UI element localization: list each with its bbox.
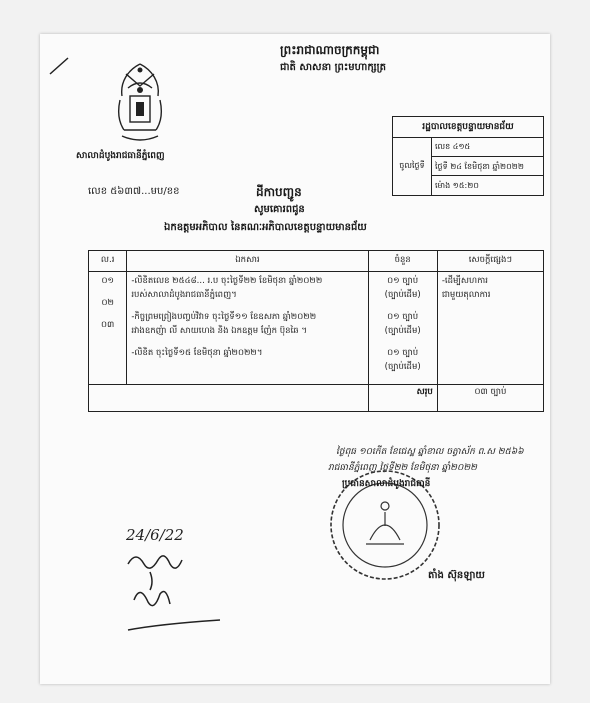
kingdom-heading: ព្រះរាជាណាចក្រកម្ពុជា bbox=[280, 43, 380, 57]
document-line: រវាងឧកញ៉ា លី សាយហេង និង ឯកឧត្តម ញ៉ែក ប៊ុនឆៃ ។ bbox=[131, 326, 307, 336]
pen-mark-icon bbox=[48, 54, 70, 76]
handwritten-annotation bbox=[120, 520, 280, 640]
documents-table bbox=[88, 250, 544, 412]
document-line: -លិខិត ចុះថ្ងៃទី១៥ ខែមិថុនា ឆ្នាំ២០២២។ bbox=[131, 348, 263, 358]
receipt-stamp-box bbox=[392, 116, 544, 196]
remarks-cell bbox=[437, 272, 543, 385]
quantity-cell bbox=[368, 272, 437, 385]
document-description bbox=[127, 272, 368, 385]
document-line: -កិច្ចព្រមព្រៀងបញ្ចប់វិវាទ ចុះថ្ងៃទី១១ ខែឧសភា ឆ្នាំ២០២២ bbox=[131, 312, 317, 322]
quantity-value: ០១ ច្បាប់ bbox=[387, 276, 419, 286]
total-row bbox=[89, 385, 544, 412]
quantity-value: ០១ ច្បាប់ bbox=[387, 312, 419, 322]
signatory-title: ប្រធានសាលាដំបូងរាជធានី bbox=[342, 479, 431, 489]
document-line: -លិខិតលេខ ២៥៤៨... រ.ប ចុះថ្ងៃទី២២ ខែមិថុនា ឆ្នាំ២០២២ bbox=[131, 276, 323, 286]
total-value: ០៣ ច្បាប់ bbox=[437, 385, 543, 412]
column-header-remarks: សេចក្ដីផ្សេងៗ bbox=[437, 251, 543, 272]
receipt-time: ម៉ោង ១៥:២០ bbox=[432, 175, 543, 194]
solar-date: រាជធានីភ្នំពេញ ថ្ងៃទី២២ ខែមិថុនា ឆ្នាំ២០២២ bbox=[328, 463, 477, 473]
column-header-quantity: ចំនួន bbox=[368, 251, 437, 272]
row-number bbox=[89, 272, 127, 385]
remarks-line: ជាមួយតុលាការ bbox=[441, 290, 491, 300]
quantity-value: ០១ ច្បាប់ bbox=[387, 348, 419, 358]
document-page bbox=[40, 34, 550, 684]
receipt-date: ថ្ងៃទី ២៤ ខែមិថុនា ឆ្នាំ២០២២ bbox=[432, 156, 543, 175]
receipt-box-label: ចូលថ្ងៃទី bbox=[393, 137, 432, 195]
handwritten-date: 24/6/22 bbox=[126, 526, 184, 544]
total-label: សរុប bbox=[368, 385, 437, 412]
receipt-number: លេខ ៤១៥ bbox=[435, 142, 471, 151]
column-header-document: ឯកសារ bbox=[127, 251, 368, 272]
table-row bbox=[89, 272, 544, 385]
table-header-row bbox=[89, 251, 544, 272]
national-motto: ជាតិ សាសនា ព្រះមហាក្សត្រ bbox=[280, 62, 386, 73]
column-header-no: ល.រ bbox=[89, 251, 127, 272]
quantity-note: (ច្បាប់ដើម) bbox=[384, 290, 421, 300]
document-line: របស់សាលាដំបូងរាជធានីភ្នំពេញ។ bbox=[131, 290, 237, 300]
quantity-note: (ច្បាប់ដើម) bbox=[384, 326, 421, 336]
row-number-value: ០១ bbox=[101, 276, 114, 286]
signatory-name: តាំង ស៊ុនឡាយ bbox=[428, 570, 485, 581]
row-number-value: ០៣ bbox=[101, 320, 115, 330]
lunar-date: ថ្ងៃពុធ ១០កើត ខែជេស្ឋ ឆ្នាំខាល ចត្វាស័ក ព.ស ២៥៦៦ bbox=[336, 447, 524, 457]
reference-number: លេខ ៥៦៣៧...មប/ខខ bbox=[88, 186, 180, 197]
royal-emblem-icon bbox=[108, 60, 172, 148]
receipt-box-title: រដ្ឋបាលខេត្តបន្ទាយមានជ័យ bbox=[393, 117, 543, 138]
row-number-value: ០២ bbox=[101, 298, 114, 308]
recipient-line: ឯកឧត្តមអភិបាល នៃគណៈអភិបាលខេត្តបន្ទាយមានជ័យ bbox=[164, 222, 367, 233]
remarks-line: -ដើម្បីសហការ bbox=[441, 276, 488, 286]
issuing-institution: សាលាដំបូងរាជធានីភ្នំពេញ bbox=[76, 151, 165, 161]
salutation-line: សូមគោរពជូន bbox=[254, 204, 305, 215]
document-type-title: ដីកាបញ្ជូន bbox=[256, 185, 302, 199]
quantity-note: (ច្បាប់ដើម) bbox=[384, 362, 421, 372]
